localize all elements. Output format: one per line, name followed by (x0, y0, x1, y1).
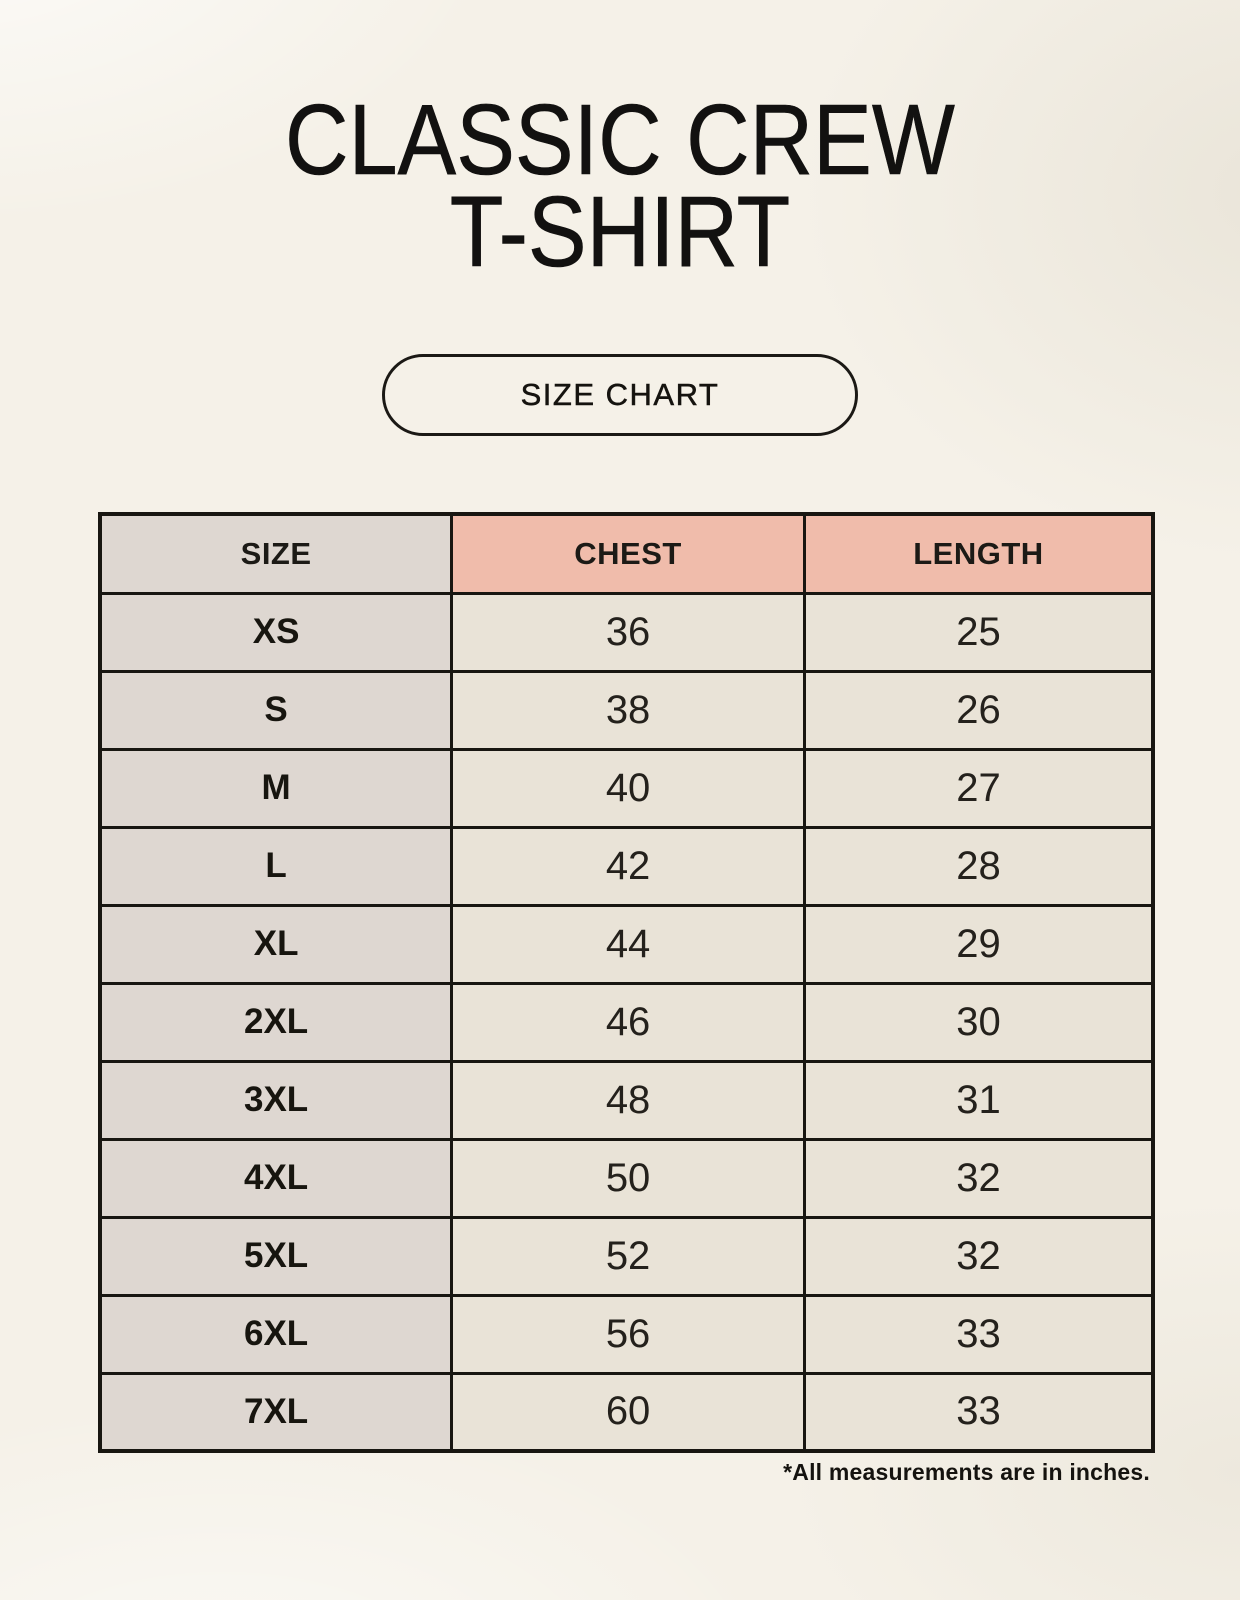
cell-size: L (100, 827, 452, 905)
cell-chest: 60 (452, 1373, 805, 1451)
product-title-line-2: T-SHIRT (449, 176, 791, 288)
table-row (100, 827, 1153, 905)
table-row (100, 1373, 1153, 1451)
header-row (100, 514, 1153, 593)
cell-size: 5XL (100, 1217, 452, 1295)
table-row (100, 1139, 1153, 1217)
column-header-length: LENGTH (804, 514, 1153, 593)
cell-chest: 40 (452, 749, 805, 827)
cell-size: 6XL (100, 1295, 452, 1373)
cell-length: 31 (804, 1061, 1153, 1139)
cell-length: 33 (804, 1295, 1153, 1373)
table-row (100, 1217, 1153, 1295)
cell-size: 4XL (100, 1139, 452, 1217)
column-header-size: SIZE (100, 514, 452, 593)
cell-length: 32 (804, 1217, 1153, 1295)
cell-length: 29 (804, 905, 1153, 983)
cell-chest: 48 (452, 1061, 805, 1139)
cell-chest: 56 (452, 1295, 805, 1373)
cell-length: 28 (804, 827, 1153, 905)
cell-chest: 36 (452, 593, 805, 671)
cell-size: XL (100, 905, 452, 983)
cell-chest: 50 (452, 1139, 805, 1217)
cell-chest: 46 (452, 983, 805, 1061)
table-row (100, 749, 1153, 827)
cell-size: XS (100, 593, 452, 671)
cell-chest: 44 (452, 905, 805, 983)
cell-chest: 38 (452, 671, 805, 749)
table-row (100, 593, 1153, 671)
cell-size: M (100, 749, 452, 827)
table-row (100, 905, 1153, 983)
cell-size: 2XL (100, 983, 452, 1061)
product-title-line-1: CLASSIC CREW (285, 84, 955, 196)
cell-length: 25 (804, 593, 1153, 671)
cell-chest: 42 (452, 827, 805, 905)
product-title (74, 84, 1165, 288)
cell-size: 7XL (100, 1373, 452, 1451)
size-chart-table (98, 512, 1155, 1453)
size-chart-container (98, 512, 1155, 1453)
cell-length: 27 (804, 749, 1153, 827)
column-header-chest: CHEST (452, 514, 805, 593)
cell-length: 32 (804, 1139, 1153, 1217)
table-row (100, 1295, 1153, 1373)
table-row (100, 983, 1153, 1061)
cell-length: 30 (804, 983, 1153, 1061)
cell-size: S (100, 671, 452, 749)
cell-chest: 52 (452, 1217, 805, 1295)
cell-length: 33 (804, 1373, 1153, 1451)
measurements-footnote: *All measurements are in inches. (783, 1459, 1150, 1485)
table-row (100, 671, 1153, 749)
table-row (100, 1061, 1153, 1139)
cell-length: 26 (804, 671, 1153, 749)
cell-size: 3XL (100, 1061, 452, 1139)
size-chart-button[interactable]: SIZE CHART (382, 354, 858, 436)
